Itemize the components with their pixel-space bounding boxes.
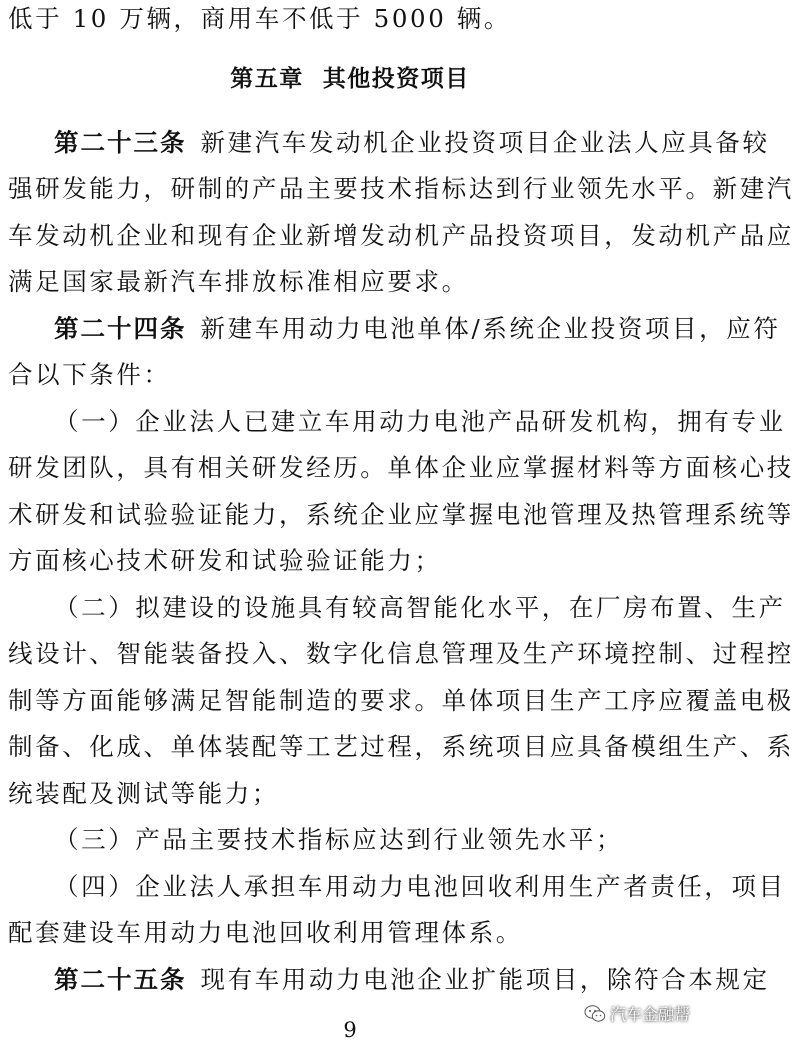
text-line: 合以下条件：	[8, 360, 171, 389]
text-line: 低于 10 万辆，商用车不低于 5000 辆。	[8, 4, 511, 33]
article-23-first-line	[54, 128, 770, 158]
item-2-line: （二）拟建设的设施具有较高智能化水平，在厂房布置、生产	[54, 593, 786, 622]
text-line: 车发动机企业和现有企业新增发动机产品投资项目，发动机产品应	[8, 221, 794, 250]
text-line: 方面核心技术研发和试验验证能力；	[8, 546, 442, 575]
article-23-label: 第二十三条	[54, 128, 187, 157]
text-line: 研发团队，具有相关研发经历。单体企业应掌握材料等方面核心技	[8, 453, 794, 482]
item-3-line: （三）产品主要技术指标应达到行业领先水平；	[54, 825, 624, 854]
text-line: 满足国家最新汽车排放标准相应要求。	[8, 267, 469, 296]
article-24-first-line	[54, 314, 780, 344]
article-25-text: 现有车用动力电池企业扩能项目，除符合本规定	[200, 965, 770, 994]
text-line: 制备、化成、单体装配等工艺过程，系统项目应具备模组生产、系	[8, 732, 794, 761]
watermark-text: 汽车金融帮	[609, 1005, 690, 1024]
article-25-first-line	[54, 965, 770, 995]
article-24-label: 第二十四条	[54, 314, 187, 343]
text-line: 制等方面能够满足智能制造的要求。单体项目生产工序应覆盖电极	[8, 686, 794, 715]
article-24-text: 新建车用动力电池单体/系统企业投资项目，应符	[200, 314, 781, 343]
text-line: 配套建设车用动力电池回收利用管理体系。	[8, 918, 523, 947]
text-line: 线设计、智能装备投入、数字化信息管理及生产环境控制、过程控	[8, 639, 794, 668]
text-line: 强研发能力，研制的产品主要技术指标达到行业领先水平。新建汽	[8, 174, 794, 203]
item-4-line: （四）企业法人承担车用动力电池回收利用生产者责任，项目	[54, 872, 786, 901]
page-number: 9	[343, 1018, 357, 1042]
chapter-title: 第五章 其他投资项目	[230, 66, 470, 92]
article-23-text: 新建汽车发动机企业投资项目企业法人应具备较	[200, 128, 770, 157]
text-line: 统装配及测试等能力；	[8, 779, 279, 808]
wechat-icon	[584, 1004, 606, 1024]
item-1-line: （一）企业法人已建立车用动力电池产品研发机构，拥有专业	[54, 407, 786, 436]
text-line: 术研发和试验验证能力，系统企业应掌握电池管理及热管理系统等	[8, 500, 794, 529]
watermark	[584, 1002, 690, 1025]
article-25-label: 第二十五条	[54, 965, 187, 994]
